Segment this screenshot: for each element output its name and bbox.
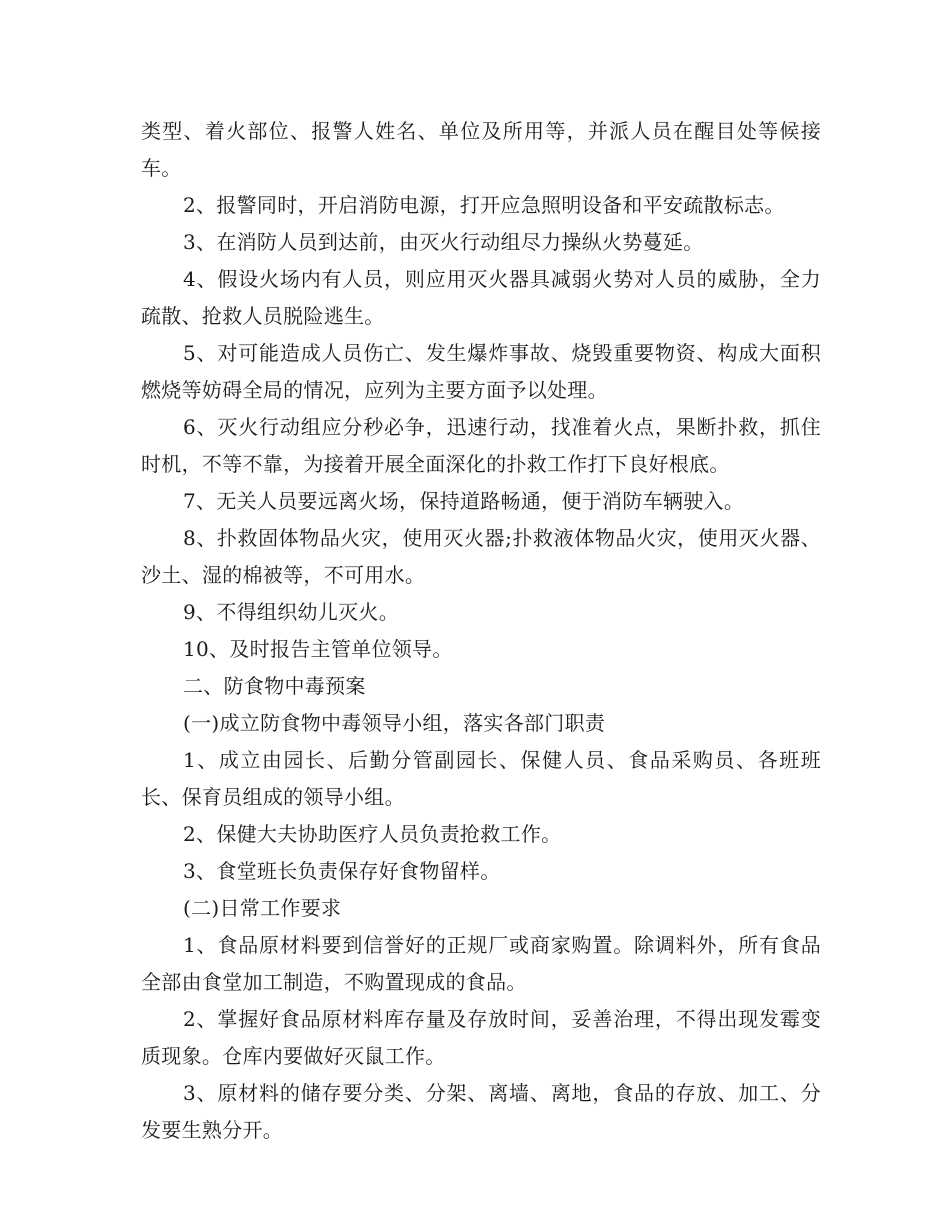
paragraph: 1、成立由园长、后勤分管副园长、保健人员、食品采购员、各班班长、保育员组成的领导小组。 [141, 748, 821, 809]
paragraph: 7、无关人员要远离火场，保持道路畅通，便于消防车辆驶入。 [183, 489, 745, 513]
paragraph: 2、报警同时，开启消防电源，打开应急照明设备和平安疏散标志。 [183, 193, 785, 217]
paragraph: 类型、着火部位、报警人姓名、单位及所用等，并派人员在醒目处等候接车。 [141, 119, 821, 180]
paragraph: 6、灭火行动组应分秒必争，迅速行动，找准着火点，果断扑救，抓住时机，不等不靠，为接着开展全面深化的扑救工作打下良好根底。 [141, 415, 821, 476]
document-body [141, 113, 821, 1149]
paragraph: 2、保健大夫协助医疗人员负责抢救工作。 [183, 822, 562, 846]
paragraph: 4、假设火场内有人员，则应用灭火器具减弱火势对人员的威胁，全力疏散、抢救人员脱险逃生。 [141, 267, 821, 328]
paragraph: 8、扑救固体物品火灾，使用灭火器;扑救液体物品火灾，使用灭火器、沙土、湿的棉被等，不可用水。 [141, 526, 821, 587]
paragraph: 1、食品原材料要到信誉好的正规厂或商家购置。除调料外，所有食品全部由食堂加工制造，不购置现成的食品。 [141, 933, 821, 994]
subsection-heading: (一)成立防食物中毒领导小组，落实各部门职责 [183, 711, 606, 735]
paragraph: 3、在消防人员到达前，由灭火行动组尽力操纵火势蔓延。 [183, 230, 704, 254]
paragraph: 5、对可能造成人员伤亡、发生爆炸事故、烧毁重要物资、构成大面积燃烧等妨碍全局的情况，应列为主要方面予以处理。 [141, 341, 821, 402]
section-heading: 二、防食物中毒预案 [183, 674, 366, 698]
paragraph: 9、不得组织幼儿灭火。 [183, 600, 400, 624]
paragraph: 3、食堂班长负责保存好食物留样。 [183, 859, 501, 883]
subsection-heading: (二)日常工作要求 [183, 896, 342, 920]
paragraph: 3、原材料的储存要分类、分架、离墙、离地，食品的存放、加工、分发要生熟分开。 [141, 1081, 821, 1142]
paragraph: 10、及时报告主管单位领导。 [183, 637, 453, 661]
paragraph: 2、掌握好食品原材料库存量及存放时间，妥善治理，不得出现发霉变质现象。仓库内要做好灭鼠工作。 [141, 1007, 821, 1068]
